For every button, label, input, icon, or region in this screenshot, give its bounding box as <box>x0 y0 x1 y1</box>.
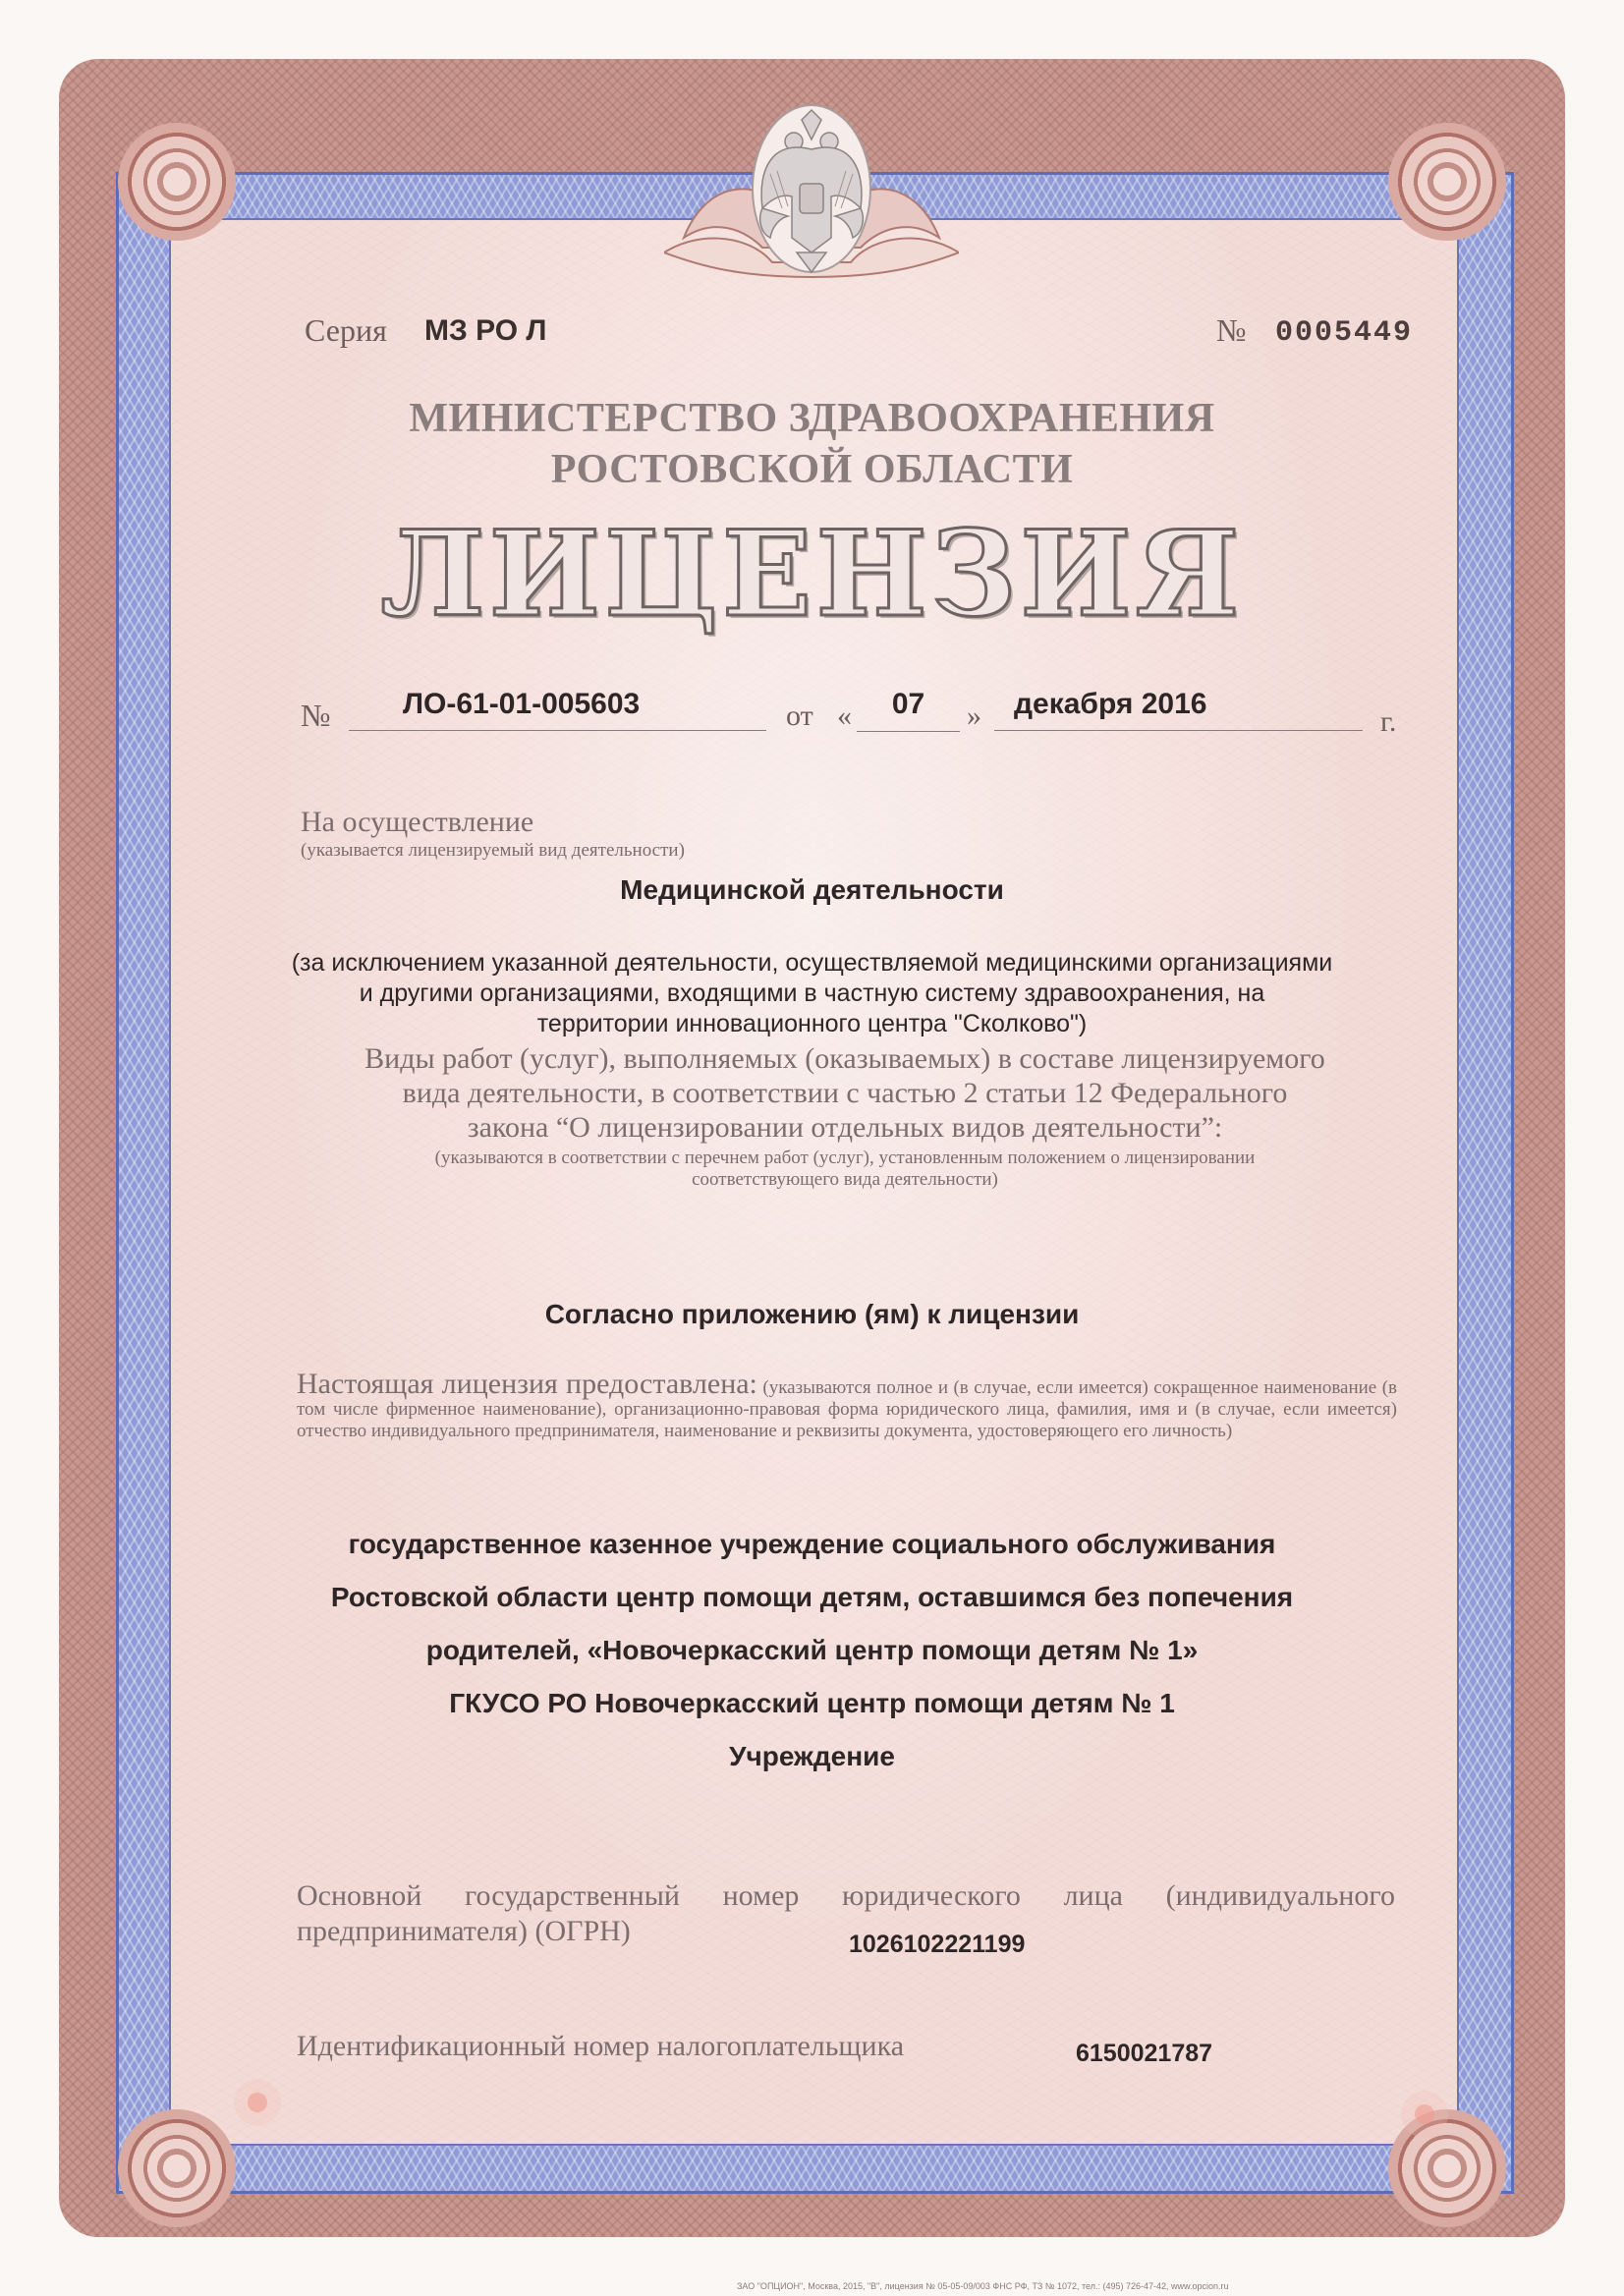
licensee-line: родителей, «Новочеркасский центр помощи детям № 1» <box>425 1635 1199 1665</box>
granted-to-title: Настоящая лицензия предоставлена: <box>297 1368 757 1400</box>
corner-rosette-icon <box>118 2109 236 2227</box>
date-close-quote: » <box>967 700 981 732</box>
licensee-line: Ростовской области центр помощи детям, оставшимся без попечения <box>330 1582 1294 1612</box>
activity-exception-line: территории инновационного центра "Сколково") <box>536 1010 1088 1037</box>
ogrn-value: 1026102221199 <box>849 1931 1026 1958</box>
issuing-authority <box>246 393 1378 495</box>
works-value: Согласно приложению (ям) к лицензии <box>544 1299 1080 1329</box>
serial-label: Серия <box>305 312 387 348</box>
hologram-dot <box>1395 2085 1454 2144</box>
license-number-label: № <box>301 698 331 733</box>
issuing-authority-line: РОСТОВСКОЙ ОБЛАСТИ <box>550 447 1074 492</box>
works-label-line: Виды работ (услуг), выполняемых (оказываемых) в составе лицензируемого <box>364 1042 1325 1075</box>
coat-of-arms-emblem-icon <box>664 81 959 326</box>
activity-exception <box>246 948 1378 1039</box>
activity-exception-line: и другими организациями, входящими в частную систему здравоохранения, на <box>359 980 1265 1007</box>
activity-exception-line: (за исключением указанной деятельности, осуществляемой медицинскими организациями <box>291 949 1333 977</box>
granted-to-label <box>297 1368 1398 1442</box>
serial-value: МЗ РО Л <box>424 314 547 347</box>
licensee-line: ГКУСО РО Новочеркасский центр помощи детям № 1 <box>449 1688 1175 1718</box>
license-day-value: 07 <box>857 688 960 732</box>
works-label <box>305 1041 1385 1145</box>
date-open-quote: « <box>837 700 852 732</box>
works-label-line: вида деятельности, в соответствии с частью 2 статьи 12 Федерального <box>402 1077 1288 1109</box>
works-hint <box>305 1148 1385 1191</box>
works-hint-line: соответствующего вида деятельности) <box>692 1169 998 1190</box>
licensee-line: государственное казенное учреждение социального обслуживания <box>348 1529 1276 1559</box>
licensee-organization <box>246 1518 1378 1783</box>
inn-value: 6150021787 <box>1076 2040 1213 2067</box>
inn-label: Идентификационный номер налогоплательщика <box>297 2030 905 2062</box>
document-title: ЛИЦЕНЗИЯ <box>380 505 1244 644</box>
license-month-year-value: декабря 2016 <box>994 688 1363 731</box>
activity-label: На осуществление <box>301 806 534 838</box>
issuing-authority-line: МИНИСТЕРСТВО ЗДРАВООХРАНЕНИЯ <box>409 396 1215 441</box>
works-label-line: закона “О лицензировании отдельных видов деятельности”: <box>467 1111 1223 1144</box>
licensee-line: Учреждение <box>729 1741 895 1771</box>
year-suffix: г. <box>1380 705 1397 738</box>
blank-number-label: № <box>1216 312 1247 348</box>
corner-rosette-icon <box>118 123 236 241</box>
hologram-dot <box>228 2073 287 2132</box>
corner-rosette-icon <box>1388 123 1506 241</box>
activity-hint: (указывается лицензируемый вид деятельности) <box>301 840 685 861</box>
blank-number-value: 0005449 <box>1275 316 1414 350</box>
activity-value: Медицинской деятельности <box>620 874 1004 905</box>
license-number-value: ЛО-61-01-005603 <box>349 688 766 731</box>
date-from-label: от <box>786 700 813 732</box>
ogrn-label: Основной государственный номер юридического лица (индивидуального предпринимателя) (ОГРН) <box>297 1879 1395 1947</box>
works-hint-line: (указываются в соответствии с перечнем работ (услуг), установленным положением о лицензировании <box>434 1148 1256 1168</box>
printer-imprint: ЗАО "ОПЦИОН", Москва, 2015, "В", лицензия № 05-05-09/003 ФНС РФ, ТЗ № 1072, тел.: (495) 726-47-42, www.opcion.ru <box>737 2281 1229 2291</box>
granted-to-hint: (указываются полное и (в случае, если имеется) сокращенное наименование (в том числе фирменное наименование), организационно-правовая форма юридического лица, фамилия, имя и (в случае, если имеется) отчество индивидуального предпринимателя, наименование и реквизиты документа, удостоверяющего его личность) <box>297 1377 1398 1441</box>
